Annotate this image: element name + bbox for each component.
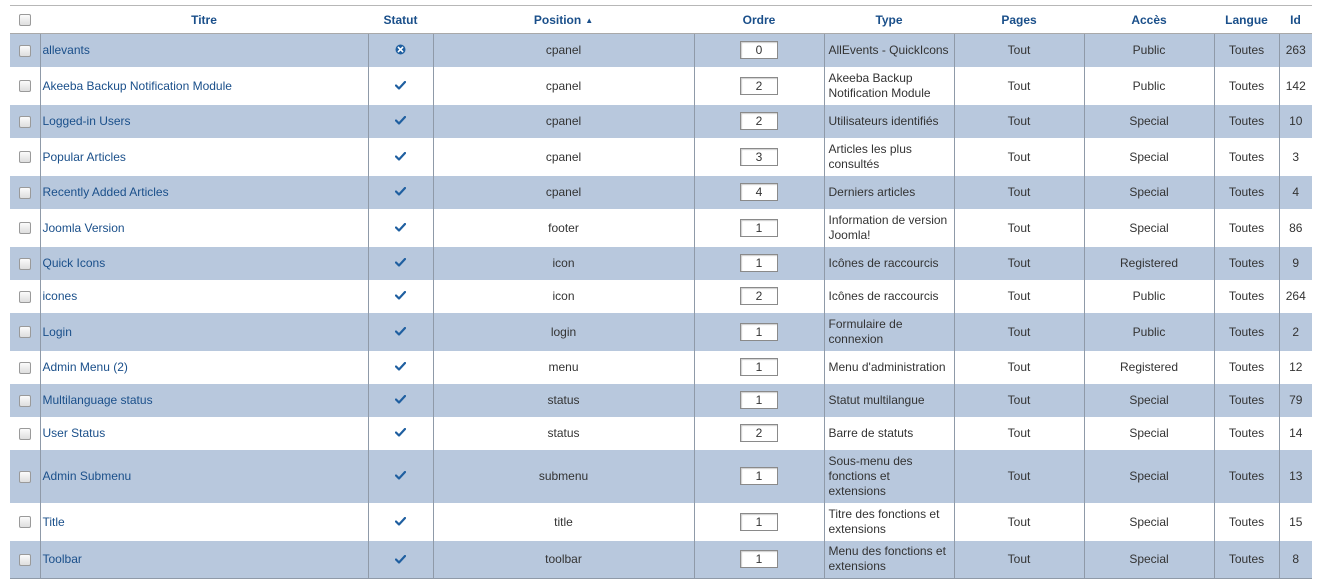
row-select-cell: [10, 450, 40, 503]
header-ordering[interactable]: Ordre: [694, 6, 824, 34]
row-select-cell: [10, 313, 40, 351]
title-cell: [40, 176, 368, 209]
row-checkbox[interactable]: [19, 222, 31, 234]
title-cell: [40, 541, 368, 579]
status-cell: [368, 450, 433, 503]
title-cell: [40, 417, 368, 450]
pages-cell: Tout: [954, 138, 1084, 176]
ordering-input[interactable]: 1: [740, 254, 778, 272]
id-cell: 263: [1279, 34, 1312, 67]
pages-cell: Tout: [954, 351, 1084, 384]
access-cell: Special: [1084, 138, 1214, 176]
pages-cell: Tout: [954, 280, 1084, 313]
type-cell: Sous-menu des fonctions et extensions: [824, 450, 954, 503]
row-checkbox[interactable]: [19, 362, 31, 374]
pages-cell: Tout: [954, 105, 1084, 138]
row-checkbox[interactable]: [19, 395, 31, 407]
ordering-input[interactable]: 1: [740, 323, 778, 341]
ordering-input[interactable]: 4: [740, 183, 778, 201]
language-cell: Toutes: [1214, 138, 1279, 176]
status-cell: [368, 138, 433, 176]
row-checkbox[interactable]: [19, 151, 31, 163]
position-cell: cpanel: [433, 34, 694, 67]
position-cell: cpanel: [433, 176, 694, 209]
language-cell: Toutes: [1214, 503, 1279, 541]
pages-cell: Tout: [954, 384, 1084, 417]
modules-table: [10, 5, 1312, 579]
access-cell: Public: [1084, 67, 1214, 105]
pages-cell: Tout: [954, 67, 1084, 105]
ordering-cell: [694, 105, 824, 138]
row-checkbox[interactable]: [19, 471, 31, 483]
type-cell: Titre des fonctions et extensions: [824, 503, 954, 541]
table-row: [10, 34, 1312, 67]
row-select-cell: [10, 138, 40, 176]
title-cell: [40, 280, 368, 313]
table-row: [10, 67, 1312, 105]
access-cell: Public: [1084, 313, 1214, 351]
ordering-input[interactable]: 2: [740, 287, 778, 305]
title-cell: [40, 138, 368, 176]
ordering-cell: [694, 138, 824, 176]
published-check-icon[interactable]: [395, 515, 406, 529]
table-row: [10, 138, 1312, 176]
access-cell: Public: [1084, 34, 1214, 67]
status-cell: [368, 209, 433, 247]
ordering-cell: [694, 247, 824, 280]
ordering-cell: [694, 313, 824, 351]
status-cell: [368, 503, 433, 541]
type-cell: Statut multilangue: [824, 384, 954, 417]
title-cell: [40, 34, 368, 67]
module-title-link[interactable]: User Status: [42, 426, 106, 440]
ordering-input[interactable]: 3: [740, 148, 778, 166]
header-id[interactable]: Id: [1279, 6, 1312, 34]
ordering-input[interactable]: 1: [740, 550, 778, 568]
type-cell: Information de version Joomla!: [824, 209, 954, 247]
module-title-link[interactable]: Akeeba Backup Notification Module: [42, 78, 232, 93]
table-row: [10, 503, 1312, 541]
module-title-link[interactable]: Login: [42, 324, 72, 339]
position-cell: toolbar: [433, 541, 694, 579]
status-cell: [368, 541, 433, 579]
row-select-cell: [10, 280, 40, 313]
table-row: [10, 209, 1312, 247]
position-cell: icon: [433, 247, 694, 280]
id-cell: 15: [1279, 503, 1312, 541]
type-cell: Barre de statuts: [824, 417, 954, 450]
id-cell: 264: [1279, 280, 1312, 313]
access-cell: Special: [1084, 417, 1214, 450]
ordering-cell: [694, 351, 824, 384]
status-cell: [368, 176, 433, 209]
position-cell: cpanel: [433, 67, 694, 105]
access-cell: Special: [1084, 384, 1214, 417]
status-cell: [368, 105, 433, 138]
id-cell: 3: [1279, 138, 1312, 176]
type-cell: Akeeba Backup Notification Module: [824, 67, 954, 105]
published-check-icon[interactable]: [395, 469, 406, 483]
ordering-cell: [694, 176, 824, 209]
table-row: [10, 417, 1312, 450]
id-cell: 14: [1279, 417, 1312, 450]
table-row: [10, 247, 1312, 280]
published-check-icon[interactable]: [395, 289, 406, 303]
id-cell: 86: [1279, 209, 1312, 247]
ordering-cell: [694, 384, 824, 417]
type-cell: Formulaire de connexion: [824, 313, 954, 351]
pages-cell: Tout: [954, 503, 1084, 541]
module-title-link[interactable]: allevants: [42, 43, 90, 58]
published-check-icon[interactable]: [395, 221, 406, 235]
table-row: [10, 313, 1312, 351]
ordering-input[interactable]: 1: [740, 467, 778, 485]
module-title-link[interactable]: Popular Articles: [42, 149, 126, 164]
pages-cell: Tout: [954, 541, 1084, 579]
position-cell: menu: [433, 351, 694, 384]
id-cell: 142: [1279, 67, 1312, 105]
ordering-cell: [694, 450, 824, 503]
published-check-icon[interactable]: [395, 393, 406, 407]
pages-cell: Tout: [954, 313, 1084, 351]
title-cell: [40, 105, 368, 138]
table-row: [10, 280, 1312, 313]
table-row: [10, 450, 1312, 503]
module-title-link[interactable]: Title: [42, 514, 65, 529]
row-select-cell: [10, 417, 40, 450]
access-cell: Registered: [1084, 351, 1214, 384]
row-select-cell: [10, 541, 40, 579]
header-status[interactable]: Statut: [368, 6, 433, 34]
access-cell: Special: [1084, 209, 1214, 247]
ordering-cell: [694, 417, 824, 450]
row-checkbox[interactable]: [19, 80, 31, 92]
id-cell: 12: [1279, 351, 1312, 384]
title-cell: [40, 209, 368, 247]
module-title-link[interactable]: Toolbar: [42, 552, 82, 567]
language-cell: Toutes: [1214, 450, 1279, 503]
ordering-cell: [694, 541, 824, 579]
status-cell: [368, 247, 433, 280]
position-cell: footer: [433, 209, 694, 247]
row-checkbox[interactable]: [19, 516, 31, 528]
row-select-cell: [10, 247, 40, 280]
language-cell: Toutes: [1214, 67, 1279, 105]
header-access[interactable]: Accès: [1084, 6, 1214, 34]
ordering-input[interactable]: 1: [740, 391, 778, 409]
pages-cell: Tout: [954, 247, 1084, 280]
position-cell: cpanel: [433, 105, 694, 138]
module-title-link[interactable]: Admin Menu (2): [42, 360, 128, 374]
published-check-icon[interactable]: [395, 185, 406, 199]
row-checkbox[interactable]: [19, 258, 31, 270]
ordering-input[interactable]: 1: [740, 513, 778, 531]
row-select-cell: [10, 351, 40, 384]
id-cell: 2: [1279, 313, 1312, 351]
ordering-input[interactable]: 0: [740, 41, 778, 59]
row-select-cell: [10, 34, 40, 67]
language-cell: Toutes: [1214, 280, 1279, 313]
header-language[interactable]: Langue: [1214, 6, 1279, 34]
language-cell: Toutes: [1214, 105, 1279, 138]
module-title-link[interactable]: Multilanguage status: [42, 393, 153, 407]
module-title-link[interactable]: Admin Submenu: [42, 469, 132, 483]
status-cell: [368, 313, 433, 351]
row-select-cell: [10, 384, 40, 417]
access-cell: Special: [1084, 176, 1214, 209]
ordering-input[interactable]: 2: [740, 77, 778, 95]
title-cell: [40, 384, 368, 417]
published-check-icon[interactable]: [395, 360, 406, 374]
ordering-cell: [694, 280, 824, 313]
row-select-cell: [10, 503, 40, 541]
header-type[interactable]: Type: [824, 6, 954, 34]
row-select-cell: [10, 176, 40, 209]
type-cell: Utilisateurs identifiés: [824, 105, 954, 138]
sort-ascending-icon: ▲: [585, 15, 594, 25]
id-cell: 10: [1279, 105, 1312, 138]
published-check-icon[interactable]: [395, 553, 406, 567]
pages-cell: Tout: [954, 176, 1084, 209]
ordering-cell: [694, 503, 824, 541]
title-cell: [40, 67, 368, 105]
language-cell: Toutes: [1214, 417, 1279, 450]
table-row: [10, 105, 1312, 138]
id-cell: 13: [1279, 450, 1312, 503]
table-row: [10, 351, 1312, 384]
language-cell: Toutes: [1214, 34, 1279, 67]
language-cell: Toutes: [1214, 351, 1279, 384]
type-cell: Icônes de raccourcis: [824, 280, 954, 313]
ordering-cell: [694, 209, 824, 247]
header-title[interactable]: Titre: [40, 6, 368, 34]
table-row: [10, 176, 1312, 209]
language-cell: Toutes: [1214, 313, 1279, 351]
table-row: [10, 541, 1312, 579]
title-cell: [40, 313, 368, 351]
ordering-input[interactable]: 2: [740, 424, 778, 442]
published-check-icon[interactable]: [395, 426, 406, 440]
position-cell: login: [433, 313, 694, 351]
module-title-link[interactable]: Logged-in Users: [42, 114, 131, 128]
type-cell: AllEvents - QuickIcons: [824, 34, 954, 67]
type-cell: Articles les plus consultés: [824, 138, 954, 176]
row-checkbox[interactable]: [19, 428, 31, 440]
position-cell: cpanel: [433, 138, 694, 176]
module-title-link[interactable]: Joomla Version: [42, 220, 125, 235]
language-cell: Toutes: [1214, 247, 1279, 280]
title-cell: [40, 503, 368, 541]
ordering-input[interactable]: 1: [740, 358, 778, 376]
pages-cell: Tout: [954, 450, 1084, 503]
status-cell: [368, 280, 433, 313]
ordering-input[interactable]: 2: [740, 112, 778, 130]
table-row: [10, 384, 1312, 417]
row-checkbox[interactable]: [19, 45, 31, 57]
status-cell: [368, 34, 433, 67]
pages-cell: Tout: [954, 209, 1084, 247]
row-select-cell: [10, 105, 40, 138]
position-cell: status: [433, 417, 694, 450]
status-cell: [368, 351, 433, 384]
select-all-header: [10, 6, 40, 34]
select-all-checkbox[interactable]: [19, 14, 31, 26]
access-cell: Special: [1084, 503, 1214, 541]
type-cell: Derniers articles: [824, 176, 954, 209]
type-cell: Icônes de raccourcis: [824, 247, 954, 280]
type-cell: Menu d'administration: [824, 351, 954, 384]
ordering-input[interactable]: 1: [740, 219, 778, 237]
access-cell: Special: [1084, 450, 1214, 503]
language-cell: Toutes: [1214, 384, 1279, 417]
id-cell: 9: [1279, 247, 1312, 280]
ordering-cell: [694, 34, 824, 67]
module-title-link[interactable]: Quick Icons: [42, 256, 106, 270]
published-check-icon[interactable]: [395, 325, 406, 339]
published-check-icon[interactable]: [395, 79, 406, 93]
row-checkbox[interactable]: [19, 554, 31, 566]
status-cell: [368, 384, 433, 417]
row-checkbox[interactable]: [19, 116, 31, 128]
header-position[interactable]: [433, 6, 694, 34]
position-cell: submenu: [433, 450, 694, 503]
id-cell: 79: [1279, 384, 1312, 417]
access-cell: Public: [1084, 280, 1214, 313]
position-cell: icon: [433, 280, 694, 313]
access-cell: Registered: [1084, 247, 1214, 280]
module-title-link[interactable]: icones: [42, 289, 78, 303]
title-cell: [40, 247, 368, 280]
access-cell: Special: [1084, 541, 1214, 579]
published-check-icon[interactable]: [395, 256, 406, 270]
row-checkbox[interactable]: [19, 326, 31, 338]
language-cell: Toutes: [1214, 176, 1279, 209]
ordering-cell: [694, 67, 824, 105]
header-pages[interactable]: Pages: [954, 6, 1084, 34]
id-cell: 8: [1279, 541, 1312, 579]
pages-cell: Tout: [954, 417, 1084, 450]
published-check-icon[interactable]: [395, 150, 406, 164]
row-checkbox[interactable]: [19, 291, 31, 303]
title-cell: [40, 450, 368, 503]
type-cell: Menu des fonctions et extensions: [824, 541, 954, 579]
unpublished-x-icon[interactable]: [395, 44, 406, 58]
row-checkbox[interactable]: [19, 187, 31, 199]
row-select-cell: [10, 67, 40, 105]
language-cell: Toutes: [1214, 541, 1279, 579]
access-cell: Special: [1084, 105, 1214, 138]
header-position-label: Position: [533, 12, 582, 27]
module-title-link[interactable]: Recently Added Articles: [42, 185, 169, 199]
position-cell: title: [433, 503, 694, 541]
table-header-row: [10, 6, 1312, 34]
position-cell: status: [433, 384, 694, 417]
status-cell: [368, 67, 433, 105]
published-check-icon[interactable]: [395, 114, 406, 128]
row-select-cell: [10, 209, 40, 247]
title-cell: [40, 351, 368, 384]
status-cell: [368, 417, 433, 450]
language-cell: Toutes: [1214, 209, 1279, 247]
id-cell: 4: [1279, 176, 1312, 209]
pages-cell: Tout: [954, 34, 1084, 67]
